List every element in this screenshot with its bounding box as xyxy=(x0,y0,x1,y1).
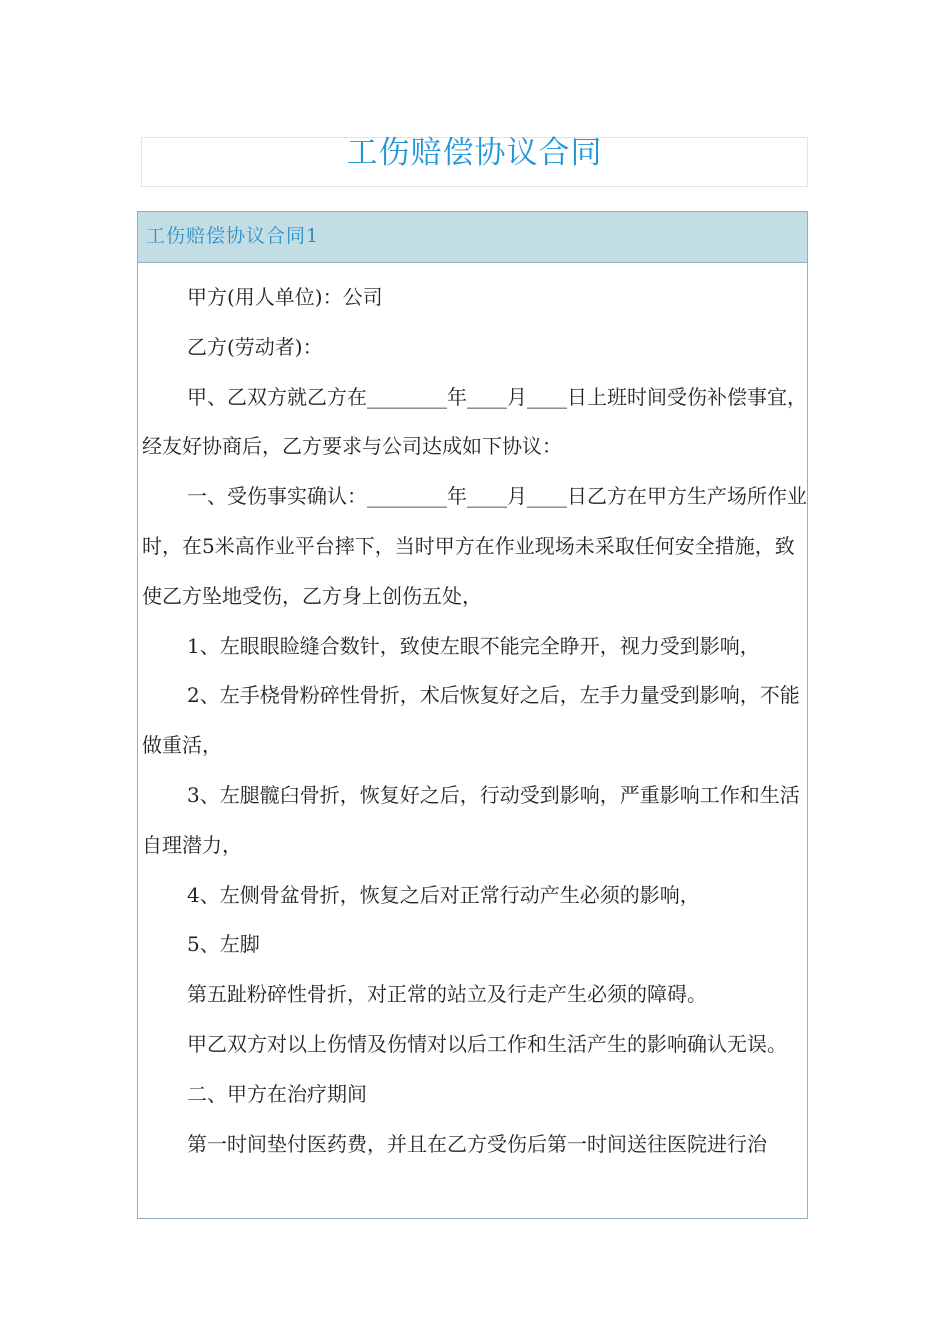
document-title: 工伤赔偿协议合同 xyxy=(346,135,603,171)
paragraph-injury-2: 2、左手桡骨粉碎性骨折，术后恢复好之后，左手力量受到影响，不能做重活， xyxy=(142,683,800,758)
paragraph-clause-2-detail: 第一时间垫付医药费，并且在乙方受伤后第一时间送往医院进行治 xyxy=(187,1131,767,1156)
paragraph-injury-5: 5、左脚 xyxy=(187,932,260,957)
paragraph-intro: 甲、乙双方就乙方在________年____月____日上班时间受伤补偿事宜，经友好协商后，乙方要求与公司达成如下协议： xyxy=(142,384,807,459)
section-heading: 工伤赔偿协议合同1 xyxy=(138,212,807,263)
paragraph-injury-5-detail: 第五趾粉碎性骨折，对正常的站立及行走产生必须的障碍。 xyxy=(187,982,707,1007)
paragraph-injury-3: 3、左腿髋臼骨折，恢复好之后，行动受到影响，严重影响工作和生活自理潜力， xyxy=(142,782,800,857)
paragraph-injury-1: 1、左眼眼睑缝合数针，致使左眼不能完全睁开，视力受到影响， xyxy=(187,633,760,658)
paragraph-injury-4: 4、左侧骨盆骨折，恢复之后对正常行动产生必须的影响， xyxy=(187,882,700,907)
paragraph-clause-2: 二、甲方在治疗期间 xyxy=(187,1081,367,1106)
document-title-box xyxy=(141,137,808,187)
paragraph-confirmation: 甲乙双方对以上伤情及伤情对以后工作和生活产生的影响确认无误。 xyxy=(187,1031,787,1056)
paragraph-party-b: 乙方(劳动者)： xyxy=(187,334,323,359)
paragraph-party-a: 甲方(用人单位)：公司 xyxy=(187,285,383,309)
section-body xyxy=(138,263,807,1169)
contract-section xyxy=(137,211,808,1219)
paragraph-clause-1: 一、受伤事实确认：________年____月____日乙方在甲方生产场所作业时，在5米高作业平台摔下，当时甲方在作业现场未采取任何安全措施，致使乙方坠地受伤，乙方身上创伤五处， xyxy=(142,484,807,608)
